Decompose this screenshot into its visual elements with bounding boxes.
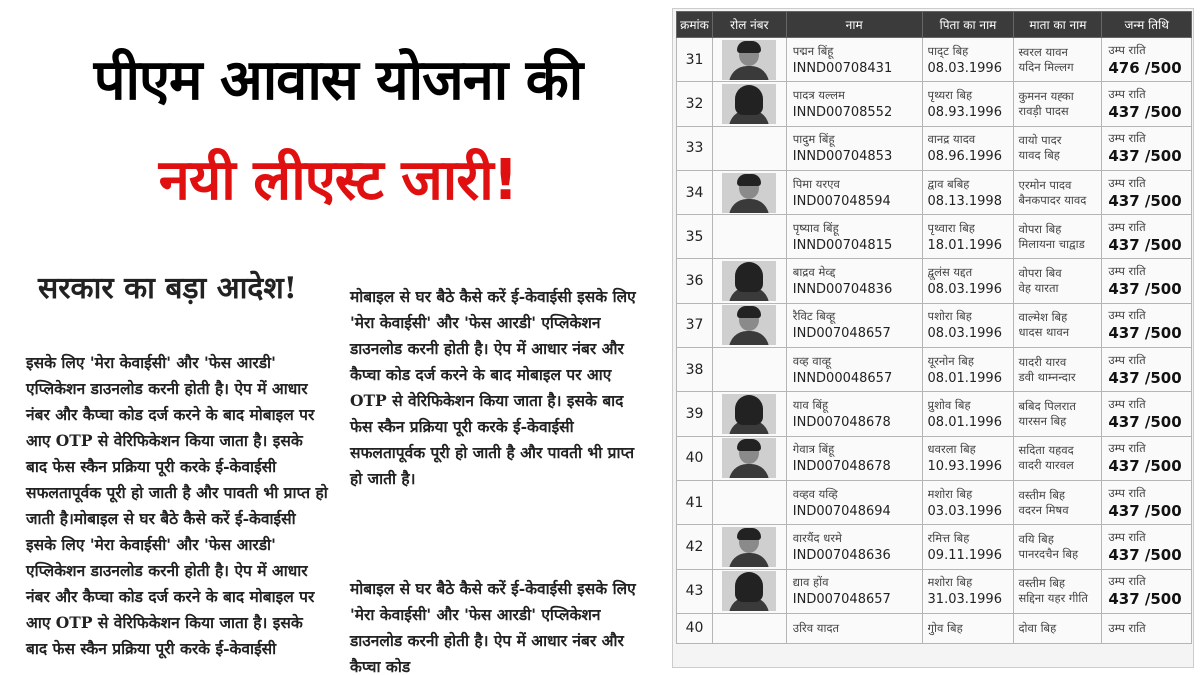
score-cell — [1102, 569, 1192, 613]
score-cell — [1102, 436, 1192, 480]
score-cell — [1102, 82, 1192, 126]
headline-line-2: नयी लीएस्ट जारी! — [158, 148, 518, 213]
serial-cell: 40 — [677, 436, 713, 480]
table-row — [677, 82, 1192, 126]
table-row — [677, 392, 1192, 436]
father-cell — [922, 38, 1014, 82]
birth-date: 08.01.1996 — [927, 370, 1002, 386]
applicant-name: वव्ह वाव्हू — [792, 353, 832, 368]
table-row — [677, 259, 1192, 303]
birth-date: 08.96.1996 — [927, 149, 1002, 165]
score-label: उम्प राति — [1108, 352, 1146, 367]
score-label: उम्प राति — [1108, 308, 1146, 323]
photo-cell — [712, 303, 786, 347]
birth-date: 08.93.1996 — [927, 104, 1002, 120]
applicant-name: बाद्रव मेव्द्द — [792, 265, 836, 280]
applicant-name: उरिव यादत — [792, 620, 840, 635]
name-cell — [786, 38, 922, 82]
mother-name-line-1: वोपरा बिव — [1018, 266, 1062, 281]
table-body — [677, 38, 1192, 644]
serial-cell: 31 — [677, 38, 713, 82]
applicant-name: द्याव होंव — [792, 575, 829, 590]
birth-date: 03.03.1996 — [927, 503, 1002, 519]
mother-name-line-2: यावद बिह — [1018, 148, 1060, 163]
applicant-name: पृष्याव बिंहू — [792, 220, 839, 235]
name-cell — [786, 126, 922, 170]
father-name: यूरनोन बिह — [927, 353, 974, 368]
name-cell — [786, 170, 922, 214]
birth-date: 18.01.1996 — [927, 237, 1002, 253]
name-cell — [786, 525, 922, 569]
father-cell — [922, 525, 1014, 569]
header-roll: रोल नंबर — [712, 12, 786, 38]
father-cell — [922, 392, 1014, 436]
mother-name-line-2: मिलायना चाद्वाड — [1018, 236, 1085, 251]
father-name: प्रुशोव बिह — [927, 398, 971, 413]
roll-number: INND00704853 — [792, 149, 893, 165]
score-label: उम्प राति — [1108, 86, 1146, 101]
subheading: सरकार का बड़ा आदेश! — [38, 271, 297, 306]
score-cell — [1102, 259, 1192, 303]
birth-date: 31.03.1996 — [927, 592, 1002, 608]
photo-cell — [712, 215, 786, 259]
birth-date: 10.93.1996 — [927, 459, 1002, 475]
father-cell — [922, 348, 1014, 392]
result-table — [676, 11, 1192, 644]
roll-number: IND007048678 — [792, 459, 891, 475]
serial-cell: 38 — [677, 348, 713, 392]
mother-cell — [1014, 170, 1102, 214]
score-value: 437 /500 — [1108, 457, 1182, 476]
score-label: उम्प राति — [1108, 620, 1146, 635]
table-header-row — [677, 12, 1192, 38]
mother-cell — [1014, 525, 1102, 569]
score-value: 437 /500 — [1108, 191, 1182, 210]
table-row — [677, 480, 1192, 524]
roll-number: IND007048594 — [792, 193, 891, 209]
table-row — [677, 303, 1192, 347]
score-label: उम्प राति — [1108, 131, 1146, 146]
mother-cell — [1014, 613, 1102, 643]
photo-cell — [712, 348, 786, 392]
table-row — [677, 525, 1192, 569]
mother-name-line-2: वादरी यारवल — [1018, 458, 1074, 473]
father-name: मशोरा बिह — [927, 575, 973, 590]
applicant-name: रैविट बिव्हू — [792, 309, 836, 324]
applicant-name: पादत्र यल्लम — [792, 87, 845, 102]
score-value: 437 /500 — [1108, 235, 1182, 254]
father-name: पृथ्यरा बिह — [927, 87, 973, 102]
birth-date: 08.03.1996 — [927, 60, 1002, 76]
score-label: उम्प राति — [1108, 175, 1146, 190]
mother-name-line-2: बैनकपादर यावद — [1018, 192, 1087, 207]
score-value: 437 /500 — [1108, 324, 1182, 343]
article-column-3: मोबाइल से घर बैठे कैसे करें ई-केवाईसी इसके लिए 'मेरा केवाईसी' और 'फेस आरडी' एप्लिकेशन डाउनलोड करनी होती है। ऐप में आधार नंबर और कैप्चा कोड — [350, 579, 636, 675]
table-row — [677, 436, 1192, 480]
father-cell — [922, 215, 1014, 259]
roll-number: IND007048657 — [792, 592, 891, 608]
father-cell — [922, 126, 1014, 170]
score-label: उम्प राति — [1108, 529, 1146, 544]
birth-date: 08.03.1996 — [927, 326, 1002, 342]
applicant-photo — [722, 40, 776, 80]
birth-date: 08.01.1996 — [927, 415, 1002, 431]
roll-number: INND00708552 — [792, 104, 893, 120]
score-label: उम्प राति — [1108, 574, 1146, 589]
score-value: 437 /500 — [1108, 545, 1182, 564]
applicant-photo — [722, 261, 776, 301]
birth-date: 08.03.1996 — [927, 282, 1002, 298]
father-cell — [922, 613, 1014, 643]
mother-name-line-1: वाल्मेश बिह — [1018, 310, 1068, 325]
serial-cell: 42 — [677, 525, 713, 569]
applicant-name: पादुम बिंहू — [792, 132, 835, 147]
applicant-photo — [722, 173, 776, 213]
father-name: गुोव बिह — [927, 620, 963, 635]
mother-cell — [1014, 303, 1102, 347]
father-name: द्वाव बबिह — [927, 176, 970, 191]
photo-cell — [712, 436, 786, 480]
mother-cell — [1014, 38, 1102, 82]
applicant-photo — [722, 438, 776, 478]
score-value: 437 /500 — [1108, 102, 1182, 121]
mother-cell — [1014, 436, 1102, 480]
headline-line-1: पीएम आवास योजना की — [93, 48, 583, 113]
father-name: द्वुलंस यद्दत — [927, 265, 973, 280]
mother-name-line-1: बबिद पिलरात — [1018, 399, 1076, 414]
father-cell — [922, 303, 1014, 347]
mother-name-line-1: स्वरल यावन — [1018, 44, 1068, 59]
score-cell — [1102, 303, 1192, 347]
score-value: 437 /500 — [1108, 590, 1182, 609]
header-serial: क्रमांक — [677, 12, 713, 38]
mother-name-line-2: यदिन मिल्लग — [1018, 59, 1074, 74]
score-cell — [1102, 613, 1192, 643]
roll-number: IND007048694 — [792, 503, 891, 519]
article-column-2: मोबाइल से घर बैठे कैसे करें ई-केवाईसी इसके लिए 'मेरा केवाईसी' और 'फेस आरडी' एप्लिकेशन डाउनलोड करनी होती है। ऐप में आधार नंबर और कैप्चा कोड दर्ज करने के बाद मोबाइल पर आए OTP से वेरिफिकेशन किया जाता है। इसके बाद फेस स्कैन प्रक्रिया पूरी करके ई-केवाईसी सफलतापूर्वक पूरी हो जाती है और पावती भी प्राप्त हो जाती है। — [350, 287, 636, 488]
photo-cell — [712, 170, 786, 214]
applicant-name: वारयैंद धरमे — [792, 530, 842, 545]
mother-cell — [1014, 480, 1102, 524]
applicant-name: गेवात्र बिंहू — [792, 442, 835, 457]
mother-name-line-2: डवी थाम्नन्दार — [1018, 369, 1076, 384]
score-label: उम्प राति — [1108, 485, 1146, 500]
score-cell — [1102, 170, 1192, 214]
name-cell — [786, 613, 922, 643]
roll-number: IND007048636 — [792, 547, 891, 563]
birth-date: 08.13.1998 — [927, 193, 1002, 209]
mother-cell — [1014, 392, 1102, 436]
father-name: पृथ्वारा बिह — [927, 220, 975, 235]
photo-cell — [712, 259, 786, 303]
serial-cell: 37 — [677, 303, 713, 347]
roll-number: INND00708431 — [792, 60, 893, 76]
father-cell — [922, 170, 1014, 214]
score-cell — [1102, 126, 1192, 170]
serial-cell: 32 — [677, 82, 713, 126]
mother-cell — [1014, 259, 1102, 303]
father-name: पाद्ट बिह — [927, 43, 969, 58]
applicant-photo — [722, 571, 776, 611]
father-cell — [922, 569, 1014, 613]
applicant-photo — [722, 84, 776, 124]
score-cell — [1102, 392, 1192, 436]
mother-cell — [1014, 348, 1102, 392]
score-label: उम्प राति — [1108, 42, 1146, 57]
name-cell — [786, 303, 922, 347]
father-name: वानद्र यादव — [927, 132, 976, 147]
header-mother: माता का नाम — [1014, 12, 1102, 38]
mother-name-line-2: सद्दिना यहर गीति — [1018, 591, 1088, 606]
applicant-name: पद्मन बिंहू — [792, 43, 834, 58]
name-cell — [786, 392, 922, 436]
table-row-partial — [677, 613, 1192, 643]
name-cell — [786, 480, 922, 524]
photo-cell — [712, 82, 786, 126]
father-cell — [922, 436, 1014, 480]
score-value: 437 /500 — [1108, 280, 1182, 299]
mother-name-line-1: दोवा बिह — [1018, 620, 1057, 635]
father-cell — [922, 259, 1014, 303]
applicant-photo — [722, 305, 776, 345]
father-name: मशोरा बिह — [927, 486, 973, 501]
applicant-name: याव बिंहू — [792, 398, 829, 413]
roll-number: IND007048678 — [792, 415, 891, 431]
mother-cell — [1014, 215, 1102, 259]
table-row — [677, 170, 1192, 214]
header-dob: जन्म तिथि — [1102, 12, 1192, 38]
serial-cell: 39 — [677, 392, 713, 436]
table-row — [677, 569, 1192, 613]
score-label: उम्प राति — [1108, 264, 1146, 279]
serial-cell: 36 — [677, 259, 713, 303]
applicant-name: वव्हव यव्हि — [792, 486, 838, 501]
table-row — [677, 126, 1192, 170]
mother-name-line-1: वस्तीम बिह — [1018, 576, 1066, 591]
name-cell — [786, 259, 922, 303]
mother-name-line-2: वदरन मिषव — [1018, 502, 1069, 517]
mother-name-line-1: वोपरा बिह — [1018, 221, 1062, 236]
photo-cell — [712, 569, 786, 613]
result-list-panel — [672, 8, 1194, 668]
score-value: 437 /500 — [1108, 501, 1182, 520]
table-row — [677, 348, 1192, 392]
serial-cell: 43 — [677, 569, 713, 613]
photo-cell — [712, 525, 786, 569]
father-cell — [922, 480, 1014, 524]
roll-number: INND00704836 — [792, 282, 893, 298]
serial-cell: 40 — [677, 613, 713, 643]
mother-cell — [1014, 569, 1102, 613]
score-label: उम्प राति — [1108, 397, 1146, 412]
mother-name-line-1: यादरी यारव — [1018, 354, 1067, 369]
score-cell — [1102, 480, 1192, 524]
applicant-name: पिमा यरएव — [792, 176, 840, 191]
birth-date: 09.11.1996 — [927, 547, 1002, 563]
name-cell — [786, 348, 922, 392]
photo-cell — [712, 613, 786, 643]
applicant-photo — [722, 527, 776, 567]
serial-cell: 34 — [677, 170, 713, 214]
serial-cell: 33 — [677, 126, 713, 170]
father-name: पशोरा बिह — [927, 309, 972, 324]
roll-number: INND00704815 — [792, 237, 893, 253]
mother-name-line-1: वायो पादर — [1018, 133, 1062, 148]
father-cell — [922, 82, 1014, 126]
mother-name-line-2: वेह यारता — [1018, 281, 1059, 296]
score-value: 437 /500 — [1108, 147, 1182, 166]
score-value: 437 /500 — [1108, 368, 1182, 387]
score-cell — [1102, 215, 1192, 259]
score-cell — [1102, 348, 1192, 392]
name-cell — [786, 569, 922, 613]
mother-name-line-2: यारसन बिह — [1018, 414, 1067, 429]
mother-name-line-2: पानरदचैन बिह — [1018, 546, 1079, 561]
mother-name-line-1: वयि बिह — [1018, 531, 1054, 546]
header-father: पिता का नाम — [922, 12, 1014, 38]
mother-name-line-2: रावड़ी पादस — [1018, 103, 1069, 118]
photo-cell — [712, 480, 786, 524]
father-name: रमित्त बिह — [927, 530, 970, 545]
mother-name-line-1: वस्तीम बिह — [1018, 487, 1066, 502]
photo-cell — [712, 392, 786, 436]
serial-cell: 41 — [677, 480, 713, 524]
applicant-photo — [722, 394, 776, 434]
score-cell — [1102, 525, 1192, 569]
father-name: धवरला बिह — [927, 442, 976, 457]
mother-cell — [1014, 82, 1102, 126]
photo-cell — [712, 126, 786, 170]
score-cell — [1102, 38, 1192, 82]
serial-cell: 35 — [677, 215, 713, 259]
header-name: नाम — [786, 12, 922, 38]
name-cell — [786, 82, 922, 126]
mother-name-line-1: एरमोन पादव — [1018, 177, 1072, 192]
mother-cell — [1014, 126, 1102, 170]
score-label: उम्प राति — [1108, 441, 1146, 456]
score-value: 437 /500 — [1108, 413, 1182, 432]
roll-number: IND007048657 — [792, 326, 891, 342]
article-column-1: इसके लिए 'मेरा केवाईसी' और 'फेस आरडी' एप्लिकेशन डाउनलोड करनी होती है। ऐप में आधार नंबर और कैप्चा कोड दर्ज करने के बाद मोबाइल पर आए OTP से वेरिफिकेशन किया जाता है। इसके बाद फेस स्कैन प्रक्रिया पूरी करके ई-केवाईसी सफलतापूर्वक पूरी हो जाती है और पावती भी प्राप्त हो जाती है।मोबाइल से घर बैठे कैसे करें ई-केवाईसी इसके लिए 'मेरा केवाईसी' और 'फेस आरडी' एप्लिकेशन डाउनलोड करनी होती है। ऐप में आधार नंबर और कैप्चा कोड दर्ज करने के बाद मोबाइल पर आए OTP से वेरिफिकेशन किया जाता है। इसके बाद फेस स्कैन प्रक्रिया पूरी करके ई-केवाईसी — [26, 353, 328, 658]
score-label: उम्प राति — [1108, 219, 1146, 234]
photo-cell — [712, 38, 786, 82]
roll-number: INND00048657 — [792, 370, 893, 386]
table-row — [677, 38, 1192, 82]
table-row — [677, 215, 1192, 259]
name-cell — [786, 436, 922, 480]
mother-name-line-1: कुमनन यह्का — [1018, 88, 1074, 103]
name-cell — [786, 215, 922, 259]
mother-name-line-1: सदिता यहवद — [1018, 443, 1074, 458]
score-value: 476 /500 — [1108, 58, 1182, 77]
mother-name-line-2: धादस थावन — [1018, 325, 1070, 340]
